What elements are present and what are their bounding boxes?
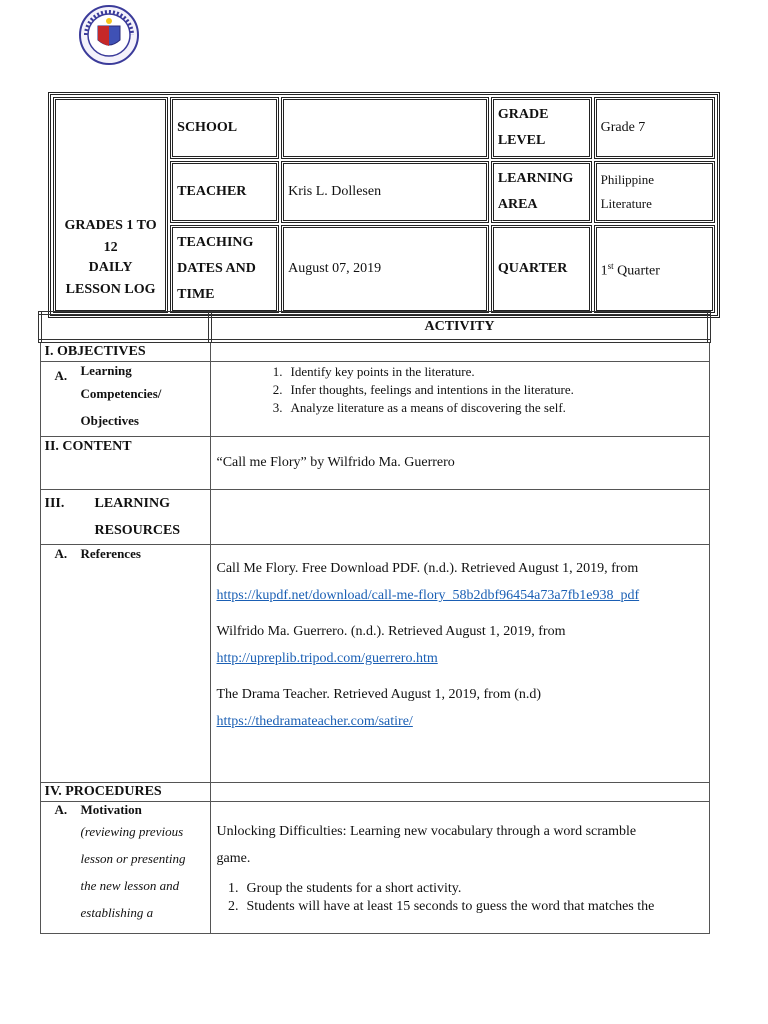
grade-level-value: Grade 7 — [594, 97, 715, 159]
list-item: 2. Students will have at least 15 seconds to guess the word that matches the — [228, 899, 655, 914]
reference-2-link[interactable]: http://upreplib.tripod.com/guerrero.htm — [216, 651, 438, 666]
reference-2-text: Wilfrido Ma. Guerrero. (n.d.). Retrieved August 1, 2019, from — [216, 624, 566, 639]
resources-heading: III. LEARNING RESOURCES — [40, 490, 210, 545]
list-item: 3. Analyze literature as a means of discovering the self. — [272, 400, 566, 415]
motivation-label: A. Motivation (reviewing previous lesson or presenting the new lesson and establishing a — [40, 802, 210, 934]
learning-area-label: LEARNING AREA — [491, 161, 592, 223]
grade-level-label: GRADE LEVEL — [491, 97, 592, 159]
learning-area-value: Philippine Literature — [594, 161, 715, 223]
objectives-list-cell — [210, 362, 709, 437]
teaching-dates-label: TEACHING DATES AND TIME — [170, 225, 279, 313]
teacher-label: TEACHER — [170, 161, 279, 223]
list-item: 1. Group the students for a short activity. — [228, 881, 462, 896]
list-item: 1. Identify key points in the literature. — [272, 364, 475, 379]
list-item: 2. Infer thoughts, feelings and intentions in the literature. — [272, 382, 574, 397]
objectives-heading: I. OBJECTIVES — [40, 341, 210, 362]
lesson-log-header-table — [48, 92, 720, 318]
content-text: “Call me Flory” by Wilfrido Ma. Guerrero — [210, 437, 709, 490]
reference-1-link[interactable]: https://kupdf.net/download/call-me-flory_58b2dbf96454a73a7fb1e938_pdf — [216, 588, 640, 603]
quarter-value: 1st Quarter — [594, 225, 715, 313]
reference-3-link[interactable]: https://thedramateacher.com/satire/ — [216, 714, 413, 729]
activity-header-blank — [40, 313, 210, 341]
teacher-value: Kris L. Dollesen — [281, 161, 489, 223]
competencies-label: A. Learning Competencies/ Objectives — [40, 362, 210, 437]
resources-blank — [210, 490, 709, 545]
motivation-cell — [210, 802, 709, 934]
reference-1-text: Call Me Flory. Free Download PDF. (n.d.). Retrieved August 1, 2019, from — [216, 561, 639, 576]
motivation-intro-cont: game. — [216, 851, 251, 866]
procedures-heading: IV. PROCEDURES — [40, 783, 210, 802]
deped-seal-logo — [78, 4, 140, 66]
references-cell — [210, 545, 709, 783]
school-label: SCHOOL — [170, 97, 279, 159]
activity-header: ACTIVITY — [210, 313, 709, 341]
procedures-blank — [210, 783, 709, 802]
teaching-dates-value: August 07, 2019 — [281, 225, 489, 313]
activity-table — [38, 311, 711, 934]
quarter-label: QUARTER — [491, 225, 592, 313]
school-value — [281, 97, 489, 159]
objectives-heading-blank — [210, 341, 709, 362]
references-label: A. References — [40, 545, 210, 783]
motivation-intro: Unlocking Difficulties: Learning new vocabulary through a word scramble — [216, 824, 637, 839]
lesson-log-title: GRADES 1 TO 12 DAILY LESSON LOG — [53, 97, 168, 313]
content-heading: II. CONTENT — [40, 437, 210, 490]
reference-3-text: The Drama Teacher. Retrieved August 1, 2019, from (n.d) — [216, 687, 542, 702]
